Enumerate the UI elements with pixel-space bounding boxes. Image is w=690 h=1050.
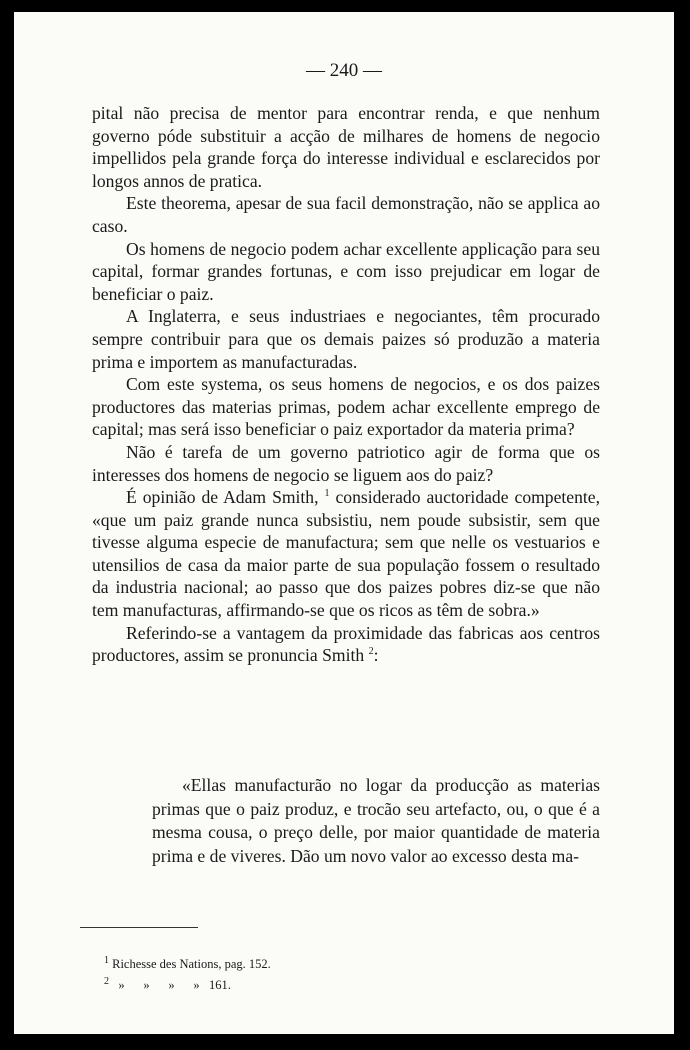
paragraph-7-end: considerado auctoridade competente, «que um paiz grande nunca subsistiu, nem poude subsistir, sem que tivesse alguma especie de manufactura; sem que nelle os vestuarios e utensilios de casa da maior parte de sua população fossem o resultado da industria nacional; ao passo que dos paizes pobres diz-se que não tem manufacturas, affirmando-se que os ricos as têm de sobra.» <box>92 487 600 621</box>
paragraph-8-start: Referindo-se a vantagem da proximidade das fabricas aos centros productores, assim se pronuncia Smith <box>92 622 600 666</box>
paragraph-1: pital não precisa de mentor para encontrar renda, e que nenhum governo póde substituir a acção de milhares de homens de negocio impellidos pela grande força do interesse individual e esclarecidos por longos annos de pratica. <box>92 103 600 191</box>
body-text <box>92 102 600 667</box>
paragraph-6: Não é tarefa de um governo patriotico agir de forma que os interesses dos homens de negocio se liguem aos do paiz? <box>92 441 600 485</box>
paragraph-8 <box>92 622 600 667</box>
paragraph-5: Com este systema, os seus homens de negocios, e os dos paizes productores das materias primas, podem achar excellente emprego de capital; mas será isso beneficiar o paiz exportador da materia prima? <box>92 374 600 440</box>
footnote-mark-1: 1 <box>104 954 109 966</box>
paragraph-4: A Inglaterra, e seus industriaes e negociantes, têm procurado sempre contribuir para que os demais paizes só produzão a materia prima e importem as manufacturadas. <box>92 306 600 372</box>
footnote-2 <box>104 975 271 996</box>
footnote-1 <box>104 954 271 975</box>
page-number: — 240 — <box>306 60 382 81</box>
paragraph-2: Este theorema, apesar de sua facil demonstração, não se applica ao caso. <box>92 193 600 236</box>
paragraph-8-end: : <box>373 645 379 666</box>
footnote-ref-1: 1 <box>324 488 330 500</box>
footnote-2-text: » » » » 161. <box>118 978 231 992</box>
paragraph-7-start: É opinião de Adam Smith, <box>126 487 319 508</box>
footnote-divider <box>80 927 198 928</box>
footnote-ref-2: 2 <box>368 646 374 658</box>
footnote-mark-2: 2 <box>104 975 109 987</box>
footnote-1-text: Richesse des Nations, pag. 152. <box>112 957 271 971</box>
paragraph-7 <box>92 486 600 622</box>
paragraph-3: Os homens de negocio podem achar excellente applicação para seu capital, formar grandes fortunas, e com isso prejudicar em logar de beneficiar o paiz. <box>92 238 600 304</box>
book-page <box>14 12 674 1034</box>
footnotes <box>104 954 271 996</box>
block-quote: «Ellas manufacturão no logar da producção as materias primas que o paiz produz, e trocão seu artefacto, ou, o que é a mesma cousa, o preço delle, por maior quantidade de materia prima e de viveres. Dão um novo valor ao excesso desta ma- <box>152 775 600 866</box>
